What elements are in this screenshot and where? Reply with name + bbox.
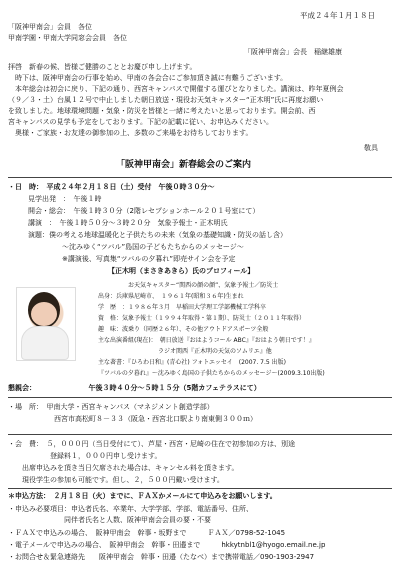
registration-contact: ・お問合せ＆緊急連絡先 阪神甲南会 幹事・田邉（たなべ）まで携帯電話／090-1903-2947: [8, 553, 315, 561]
schedule-lecture: 講演 ： 午後１時５０分～３時２０分 気象予報士・正木明氏: [28, 219, 228, 227]
lecture-note: ※講演後、写真集“ツバルの夕暮れ”即売サイン会を予定: [62, 255, 236, 263]
registration-fax: ・ＦＡＸで申込みの場合、 阪神甲南会 幹事・坂野まで ＦＡＸ／0798-52-1045: [8, 529, 286, 537]
registration-item-1: ・申込み必要項目：申込者氏名、卒業年、大学学部、学部、電話番号、住所、: [8, 505, 253, 513]
section-divider-venue: [8, 397, 392, 398]
lecture-subtopic: ～沈みゆく“ツバル”島国の子どもたちからのメッセージ～: [62, 243, 244, 251]
section-divider-top: [8, 177, 392, 178]
sender-name: 「阪神甲南会」会長 稲継雄康: [244, 48, 342, 56]
schedule-opening: 開会・総会： 午後１時３０分（2階レセプションホール２０１号室にて）: [28, 207, 260, 215]
section-divider-registration: [8, 488, 392, 489]
profile-row-2: 学 歴 ：１９８６年３月 早稲田大学理工学部機械工学科卒: [98, 304, 267, 311]
profile-row-3: 資 格：気象予報士（１９９４年取得・第１期）、防災士（２０１１年取得）: [98, 315, 306, 322]
intro-line-4: （９／３・土）台風１２号で中止しました朝日放送・現役お天気キャスター“正木明”氏に再度お願い: [8, 96, 324, 104]
intro-line-2: 時下は、阪神甲南会の行事を始め、甲南の各会合にご参加頂き誠に有難うございます。: [8, 74, 288, 82]
closing-keigu: 敬具: [364, 144, 378, 152]
profile-row-4: 趣 味：波乗り（同歴２６年）、その他アウトドアスポーツ全般: [98, 326, 269, 333]
registration-email: ・電子メールで申込みの場合、 阪神甲南会 幹事・田邉まで hkkytnbl1@hyogo.email.ne.jp: [8, 541, 326, 549]
event-title: 「阪神甲南会」新春総会のご案内: [116, 160, 252, 170]
venue-place: ・場 所： 甲南大学・西宮キャンパス（マネジメント創造学部）: [8, 403, 214, 411]
profile-heading: 【正木明（まさきあきら）氏のプロフィール】: [108, 267, 255, 275]
section-divider-fee: [8, 434, 392, 435]
profile-row-7: 主な著書：『ひろわ日和』(青心社) フォトエッセイ (2007. 7.5 出版): [98, 359, 286, 366]
fee-line-3: 出席申込みを頂き当日欠席された場合は、キャンセル料を頂きます。: [8, 464, 239, 472]
intro-line-3: 本年総会は初会に戻り、下記の通り、西宮キャンパスで開催する運びとなりました。講演は、昨年夏例会: [8, 85, 344, 93]
fee-line-2: 登録料１，０００円申し受けます。: [8, 452, 162, 460]
profile-row-8: 『ツバルの夕暮れ』～沈みゆく島国の子供たちからのメッセージ～(2009.3.10出版): [98, 370, 325, 377]
profile-tagline: お天気キャスター“関西の顔の顔”、気象予報士／防災士: [128, 282, 279, 289]
fee-line-1: ・会 費： ５，０００円（当日受付にて）、芦屋・西宮・尼崎の住在で初参加の方は、別途: [8, 440, 295, 448]
intro-line-7: 奥様・ご家族・お友達の御参加の上、多数のご来場をお待ちしております。: [8, 129, 253, 137]
party-info: 懇親会： 午後３時４０分～５時１５分（5階カフェテラスにて）: [8, 384, 261, 392]
document-date: 平成２４年１月１８日: [300, 11, 375, 20]
speaker-face: [31, 302, 57, 326]
fee-line-4: 現役学生の参加も可能です。但し、２，５００円戴い受けます。: [8, 476, 224, 484]
recipient-members: 「阪神甲南会」会員 各位: [8, 23, 92, 31]
profile-row-1: 出身：兵庫県尼崎市、 １９６１年(昭和３６年)生まれ: [98, 293, 244, 300]
lecture-topic: 演題：僕の考える地球温暖化と子供たちの未来（気象の基礎知識・防災の話し含）: [28, 231, 287, 239]
intro-line-5: を致しました。地球環境問題・気象・防災を皆様と一緒に考えたいと思っております。開会前、西: [8, 107, 316, 115]
registration-item-2: 同伴者氏名と人数、阪神甲南会会員の要・不要: [8, 516, 211, 524]
profile-row-6: ラジオ関西『正木明の天気のソムリエ』他: [98, 348, 272, 355]
intro-line-1: 拝啓 新春の候、皆様ご健勝のこととお慶び申し上げます。: [8, 63, 197, 71]
schedule-tour: 見学出発 ： 午後１時: [28, 195, 102, 203]
intro-line-6: 宮キャンパスの見学も予定をしております。下記の記載に従い、お申込みください。: [8, 118, 273, 126]
recipient-alumni: 甲南学園・甲南大学同窓会会員 各位: [8, 34, 127, 42]
profile-row-5: 主な出演番組(現在)： 朝日放送『おはようコール ABC』『おはよう朝日です！』: [98, 337, 315, 344]
venue-address: 西宮市高松町８－３３（阪急・西宮北口駅より南東側３００ｍ）: [54, 415, 257, 423]
schedule-date: ・日 時： 平成２４年２月１８日（土）受付 午後０時３０分～: [8, 183, 215, 191]
registration-deadline: ＊申込方法： ２月１８日（火）までに、ＦＡＸかメールにて申込みをお願いします。: [8, 492, 277, 500]
speaker-shirt: [21, 326, 69, 360]
